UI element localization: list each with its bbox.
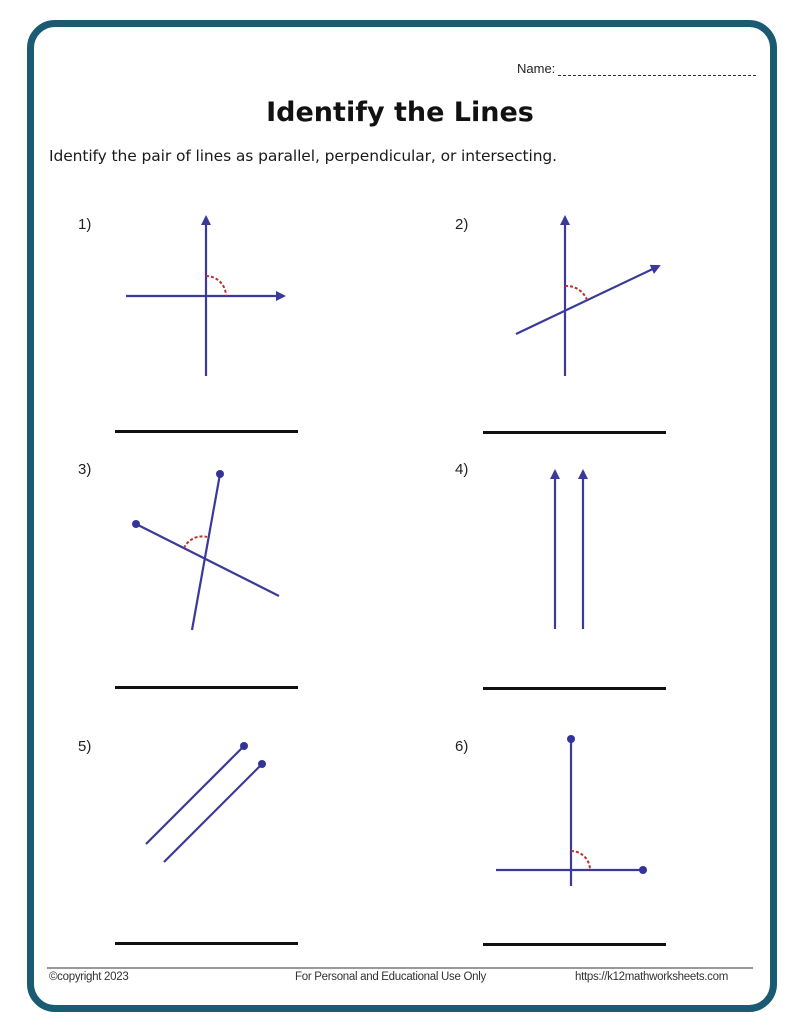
problem-number-5: 5) [78,738,92,755]
page-title: Identify the Lines [266,97,534,128]
answer-line-2[interactable] [483,431,666,434]
name-blank[interactable] [558,75,756,76]
footer-divider [47,967,753,969]
worksheet-border [27,20,777,1012]
problem-number-2: 2) [455,216,469,233]
footer-url[interactable]: https://k12mathworksheets.com [575,971,729,983]
instructions: Identify the pair of lines as parallel, perpendicular, or intersecting. [49,147,557,165]
answer-line-5[interactable] [115,942,298,945]
footer-usage: For Personal and Educational Use Only [295,971,486,983]
problem-number-4: 4) [455,461,469,478]
answer-line-4[interactable] [483,687,666,690]
name-label: Name: [517,61,556,76]
footer-copyright: ©copyright 2023 [49,971,129,983]
problem-number-1: 1) [78,216,92,233]
answer-line-6[interactable] [483,943,666,946]
answer-line-3[interactable] [115,686,298,689]
answer-line-1[interactable] [115,430,298,433]
problem-number-3: 3) [78,461,92,478]
name-field[interactable] [517,61,756,76]
problem-number-6: 6) [455,738,469,755]
